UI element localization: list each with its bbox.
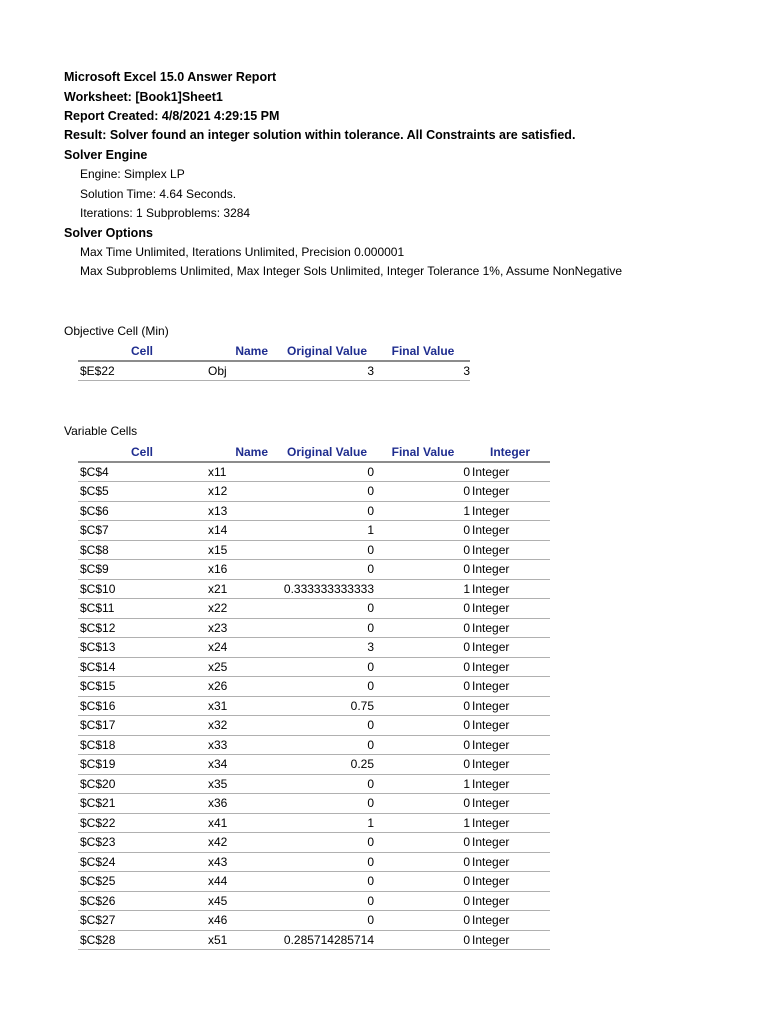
result-line: Result: Solver found an integer solution within tolerance. All Constraints are satisfied.	[64, 128, 576, 142]
variable-integer-flag: Integer	[472, 503, 510, 518]
table-row	[78, 696, 550, 716]
table-row	[78, 638, 550, 658]
variable-name: x21	[208, 581, 228, 596]
variable-final-value: 0	[463, 932, 470, 947]
variable-cell-address: $C$24	[80, 854, 116, 869]
objective-header-row	[78, 341, 470, 361]
variable-integer-flag: Integer	[472, 698, 510, 713]
variable-cell-address: $C$12	[80, 620, 116, 635]
variable-original-value: 0	[367, 893, 374, 908]
variable-final-value: 1	[463, 815, 470, 830]
variable-integer-flag: Integer	[472, 757, 510, 772]
variable-final-value: 0	[463, 465, 470, 479]
variable-integer-flag: Integer	[472, 893, 510, 908]
table-row	[78, 540, 550, 560]
variable-original-value: 1	[367, 523, 374, 538]
variable-cell-address: $C$10	[80, 581, 116, 596]
variable-integer-flag: Integer	[472, 835, 510, 850]
variable-integer-flag: Integer	[472, 718, 510, 733]
table-row	[78, 735, 550, 755]
variable-name: x41	[208, 815, 228, 830]
table-row	[78, 579, 550, 599]
solver-options-heading: Solver Options	[64, 226, 153, 240]
objective-original-value: 3	[367, 364, 374, 378]
table-row	[78, 794, 550, 814]
variable-final-value: 0	[463, 893, 470, 908]
table-row	[78, 833, 550, 853]
variable-name: x31	[208, 698, 228, 713]
variable-cell-address: $C$21	[80, 796, 116, 811]
variable-name: x43	[208, 854, 228, 869]
variable-name: x16	[208, 562, 228, 577]
variable-integer-flag: Integer	[472, 640, 510, 655]
table-row	[78, 930, 550, 950]
variable-final-value: 0	[463, 659, 470, 674]
table-row	[78, 462, 550, 482]
variable-name: x46	[208, 913, 228, 928]
variable-integer-flag: Integer	[472, 601, 510, 616]
variable-original-value: 0	[367, 737, 374, 752]
variable-name: x23	[208, 620, 228, 635]
variable-final-value: 0	[463, 874, 470, 889]
variable-cell-address: $C$9	[80, 562, 109, 577]
variable-final-value: 0	[463, 601, 470, 616]
variable-name: x32	[208, 718, 228, 733]
variable-final-value: 0	[463, 679, 470, 694]
variable-original-value: 0	[367, 776, 374, 791]
variable-name: x11	[208, 465, 227, 479]
solution-time-line: Solution Time: 4.64 Seconds.	[80, 187, 237, 201]
engine-line: Engine: Simplex LP	[80, 167, 185, 181]
variable-integer-flag: Integer	[472, 776, 510, 791]
table-row	[78, 813, 550, 833]
variable-original-value: 3	[367, 640, 374, 655]
variable-final-value: 1	[463, 503, 470, 518]
variable-final-value: 0	[463, 542, 470, 557]
variable-cell-address: $C$5	[80, 484, 109, 499]
objective-row	[78, 361, 470, 381]
col-header-final-value: Final Value	[391, 444, 455, 459]
variable-integer-flag: Integer	[472, 620, 510, 635]
variable-integer-flag: Integer	[472, 796, 510, 811]
variable-final-value: 0	[463, 484, 470, 499]
variable-final-value: 0	[463, 737, 470, 752]
variable-name: x12	[208, 484, 228, 499]
variable-final-value: 0	[463, 523, 470, 538]
variable-final-value: 0	[463, 854, 470, 869]
variable-cell-address: $C$7	[80, 523, 109, 538]
variable-original-value: 0	[367, 854, 374, 869]
table-row	[78, 755, 550, 775]
variable-name: x42	[208, 835, 228, 850]
variable-final-value: 1	[463, 776, 470, 791]
variable-original-value: 0	[367, 835, 374, 850]
variable-final-value: 0	[463, 796, 470, 811]
variable-cell-address: $C$26	[80, 893, 116, 908]
table-row	[78, 716, 550, 736]
col-header-name: Name	[235, 444, 268, 459]
variable-final-value: 0	[463, 698, 470, 713]
variable-cell-address: $C$25	[80, 874, 116, 889]
variable-cell-address: $C$4	[80, 465, 109, 479]
variable-original-value: 0	[367, 542, 374, 557]
table-row	[78, 852, 550, 872]
variable-name: x33	[208, 737, 228, 752]
variable-original-value: 0	[367, 620, 374, 635]
report-created-line: Report Created: 4/8/2021 4:29:15 PM	[64, 109, 280, 123]
table-row	[78, 891, 550, 911]
table-row	[78, 677, 550, 697]
table-row	[78, 560, 550, 580]
variable-integer-flag: Integer	[472, 465, 510, 479]
variable-original-value: 0.75	[350, 698, 374, 713]
table-row	[78, 657, 550, 677]
variable-integer-flag: Integer	[472, 913, 510, 928]
objective-table	[78, 341, 470, 381]
variable-integer-flag: Integer	[472, 484, 510, 499]
variable-integer-flag: Integer	[472, 874, 510, 889]
variable-name: x26	[208, 679, 228, 694]
objective-final-value: 3	[463, 364, 470, 378]
variable-cell-address: $C$6	[80, 503, 109, 518]
variable-original-value: 0	[367, 874, 374, 889]
variable-name: x24	[208, 640, 228, 655]
variable-cell-address: $C$23	[80, 835, 116, 850]
variable-original-value: 0	[367, 484, 374, 499]
objective-cell-label: Objective Cell (Min)	[64, 324, 169, 338]
table-row	[78, 599, 550, 619]
variable-name: x45	[208, 893, 228, 908]
variable-final-value: 0	[463, 913, 470, 928]
report-title: Microsoft Excel 15.0 Answer Report	[64, 70, 277, 84]
variable-integer-flag: Integer	[472, 562, 510, 577]
variable-original-value: 0.333333333333	[283, 581, 374, 596]
variable-integer-flag: Integer	[472, 854, 510, 869]
variable-original-value: 0	[367, 659, 374, 674]
variable-final-value: 0	[463, 835, 470, 850]
variable-name: x36	[208, 796, 228, 811]
col-header-original-value: Original Value	[286, 343, 368, 358]
table-row	[78, 911, 550, 931]
table-row	[78, 774, 550, 794]
variable-final-value: 0	[463, 718, 470, 733]
options-line-1: Max Time Unlimited, Iterations Unlimited, Precision 0.000001	[80, 245, 405, 259]
variable-cell-address: $C$20	[80, 776, 116, 791]
variable-cell-address: $C$19	[80, 757, 116, 772]
variable-final-value: 0	[463, 620, 470, 635]
variable-original-value: 1	[367, 815, 374, 830]
variable-cell-address: $C$13	[80, 640, 116, 655]
options-line-2: Max Subproblems Unlimited, Max Integer Sols Unlimited, Integer Tolerance 1%, Assume NonNegative	[80, 264, 623, 278]
variable-final-value: 0	[463, 562, 470, 577]
variable-integer-flag: Integer	[472, 737, 510, 752]
variable-header-row	[78, 442, 550, 462]
variable-cell-address: $C$8	[80, 542, 109, 557]
variable-name: x34	[208, 757, 228, 772]
variable-final-value: 0	[463, 757, 470, 772]
variable-name: x14	[208, 523, 228, 538]
variable-original-value: 0	[367, 601, 374, 616]
col-header-integer: Integer	[489, 444, 530, 459]
col-header-final-value: Final Value	[391, 343, 455, 358]
variable-original-value: 0	[367, 913, 374, 928]
variable-integer-flag: Integer	[472, 932, 510, 947]
variable-cell-address: $C$27	[80, 913, 116, 928]
variable-original-value: 0	[367, 562, 374, 577]
variable-integer-flag: Integer	[472, 581, 510, 596]
worksheet-line: Worksheet: [Book1]Sheet1	[64, 90, 223, 104]
variable-cell-address: $C$17	[80, 718, 116, 733]
variable-name: x13	[208, 503, 228, 518]
variable-name: x22	[208, 601, 228, 616]
variable-name: x15	[208, 542, 228, 557]
col-header-cell: Cell	[130, 343, 153, 358]
iterations-line: Iterations: 1 Subproblems: 3284	[80, 206, 251, 220]
variable-integer-flag: Integer	[472, 659, 510, 674]
variable-cell-address: $C$11	[80, 601, 115, 616]
variable-integer-flag: Integer	[472, 542, 510, 557]
objective-name: Obj	[208, 364, 227, 378]
variable-cell-address: $C$28	[80, 932, 116, 947]
variable-cell-address: $C$22	[80, 815, 116, 830]
variable-final-value: 0	[463, 640, 470, 655]
col-header-name: Name	[235, 343, 268, 358]
table-row	[78, 618, 550, 638]
table-row	[78, 872, 550, 892]
variable-original-value: 0.25	[350, 757, 374, 772]
variable-name: x35	[208, 776, 228, 791]
variable-cell-address: $C$18	[80, 737, 116, 752]
table-row	[78, 501, 550, 521]
col-header-cell: Cell	[130, 444, 153, 459]
variable-original-value: 0	[367, 679, 374, 694]
variable-original-value: 0	[367, 796, 374, 811]
variable-integer-flag: Integer	[472, 679, 510, 694]
objective-cell-address: $E$22	[80, 364, 115, 378]
variable-cell-address: $C$15	[80, 679, 116, 694]
variable-cell-address: $C$16	[80, 698, 116, 713]
variable-integer-flag: Integer	[472, 815, 510, 830]
variable-cells-label: Variable Cells	[64, 424, 138, 438]
variable-original-value: 0.285714285714	[283, 932, 374, 947]
variable-original-value: 0	[367, 718, 374, 733]
variable-final-value: 1	[463, 581, 470, 596]
col-header-original-value: Original Value	[286, 444, 368, 459]
variable-cells-table	[78, 442, 550, 950]
variable-name: x44	[208, 874, 228, 889]
table-row	[78, 521, 550, 541]
table-row	[78, 482, 550, 502]
solver-engine-heading: Solver Engine	[64, 148, 148, 162]
variable-integer-flag: Integer	[472, 523, 510, 538]
variable-name: x25	[208, 659, 228, 674]
variable-name: x51	[208, 932, 228, 947]
variable-original-value: 0	[367, 465, 374, 479]
variable-cell-address: $C$14	[80, 659, 116, 674]
variable-original-value: 0	[367, 503, 374, 518]
